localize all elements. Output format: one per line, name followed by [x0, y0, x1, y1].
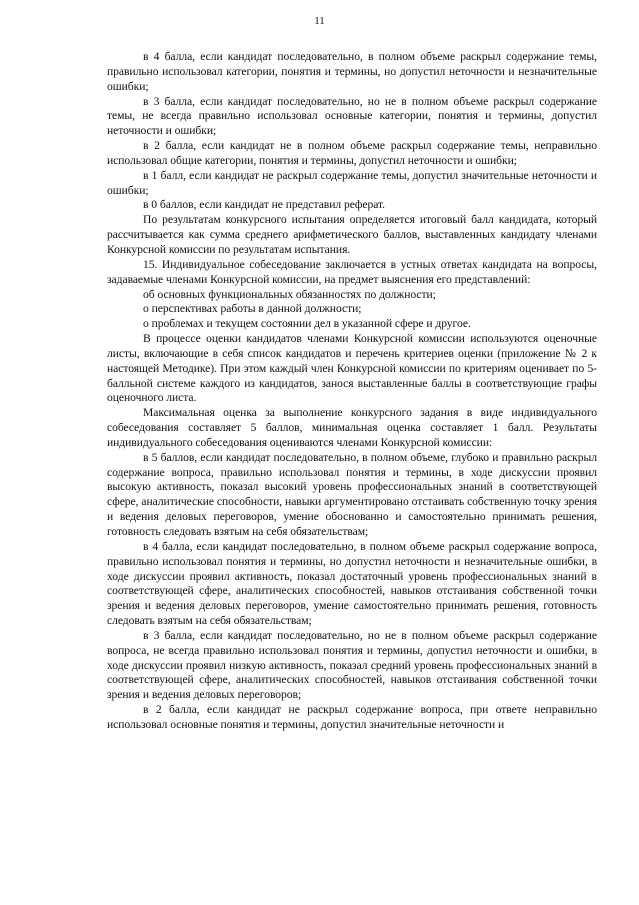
paragraph-score-5-interview: в 5 баллов, если кандидат последовательно, в полном объеме, глубоко и правильно раскрыл содержание вопроса, правильно использовал понятия и термины, в ходе дискуссии проявил высокую активность, показал высокий уровень профессиональных знаний в соответствующей сфере, аналитические способности, навыки аргументировано отстаивать собственную точку зрения и ведения деловых переговоров, умение обоснованно и самостоятельно принимать решения, готовность следовать взятым на себя обязательствам;	[107, 450, 597, 538]
paragraph-score-3-interview: в 3 балла, если кандидат последовательно, но не в полном объеме раскрыл содержание вопроса, не всегда правильно использовал понятия и термины, допустил неточности и ошибки, в ходе дискуссии проявил низкую активность, показал средний уровень профессиональных знаний в соответствующей сфере, аналитических способностей, навыков отстаивания собственной точки зрения и ведения деловых переговоров;	[107, 628, 597, 702]
paragraph-score-4-interview: в 4 балла, если кандидат последовательно, в полном объеме раскрыл содержание вопроса, правильно использовал понятия и термины, но допустил неточности и незначительные ошибки, в ходе дискуссии проявил активность, показал достаточный уровень профессиональных знаний в соответствующей сфере, аналитических способностей, навыков отстаивания собственной точки зрения и ведения деловых переговоров, умение самостоятельно принимать решения, готовность следовать взятым на себя обязательствам;	[107, 539, 597, 628]
paragraph-interview-intro: 15. Индивидуальное собеседование заключается в устных ответах кандидата на вопросы, задаваемые членами Конкурсной комиссии, на предмет выяснения его представлений:	[107, 257, 597, 286]
paragraph-final-score: По результатам конкурсного испытания определяется итоговый балл кандидата, который рассчитывается как сумма среднего арифметического баллов, выставленных кандидату членами Конкурсной комиссии по результатам испытания.	[107, 213, 597, 256]
list-item-prospects: о перспективах работы в данной должности;	[143, 302, 362, 316]
paragraph-score-3-topic: в 3 балла, если кандидат последовательно, но не в полном объеме раскрыл содержание темы, не всегда правильно использовал основные категории, понятия и термины, допустил неточности и ошибки;	[107, 94, 597, 138]
list-item-duties: об основных функциональных обязанностях по должности;	[143, 287, 436, 301]
paragraph-score-1-topic: в 1 балл, если кандидат не раскрыл содержание темы, допустил значительные неточности и ошибки;	[107, 168, 597, 197]
paragraph-evaluation-sheets: В процессе оценки кандидатов членами Конкурсной комиссии используются оценочные листы, включающие в себя список кандидатов и перечень критериев оценки (приложение № 2 к настоящей Методике). При этом каждый член Конкурсной комиссии по критериям оценивает по 5-балльной системе каждого из кандидатов, занося выставленные баллы в соответствующие графы оценочного листа.	[107, 332, 597, 405]
paragraph-score-4-topic: в 4 балла, если кандидат последовательно, в полном объеме раскрыл содержание темы, правильно использовал категории, понятия и термины, но допустил неточности и незначительные ошибки;	[107, 50, 597, 93]
paragraph-score-0-topic: в 0 баллов, если кандидат не представил реферат.	[143, 198, 386, 212]
document-body	[107, 50, 597, 733]
paragraph-interview-score-range: Максимальная оценка за выполнение конкурсного задания в виде индивидуального собеседования составляет 5 баллов, минимальная оценка составляет 1 балл. Результаты индивидуального собеседования оцениваются членами Конкурсной комиссии:	[107, 406, 597, 449]
list-item-problems: о проблемах и текущем состоянии дел в указанной сфере и другое.	[143, 317, 471, 331]
page-number: 11	[314, 15, 325, 27]
paragraph-score-2-interview: в 2 балла, если кандидат не раскрыл содержание вопроса, при ответе неправильно использовал основные понятия и термины, допустил значительные неточности и	[107, 703, 597, 731]
paragraph-score-2-topic: в 2 балла, если кандидат не в полном объеме раскрыл содержание темы, неправильно использовал общие категории, понятия и термины, допустил неточности и ошибки;	[107, 139, 597, 167]
